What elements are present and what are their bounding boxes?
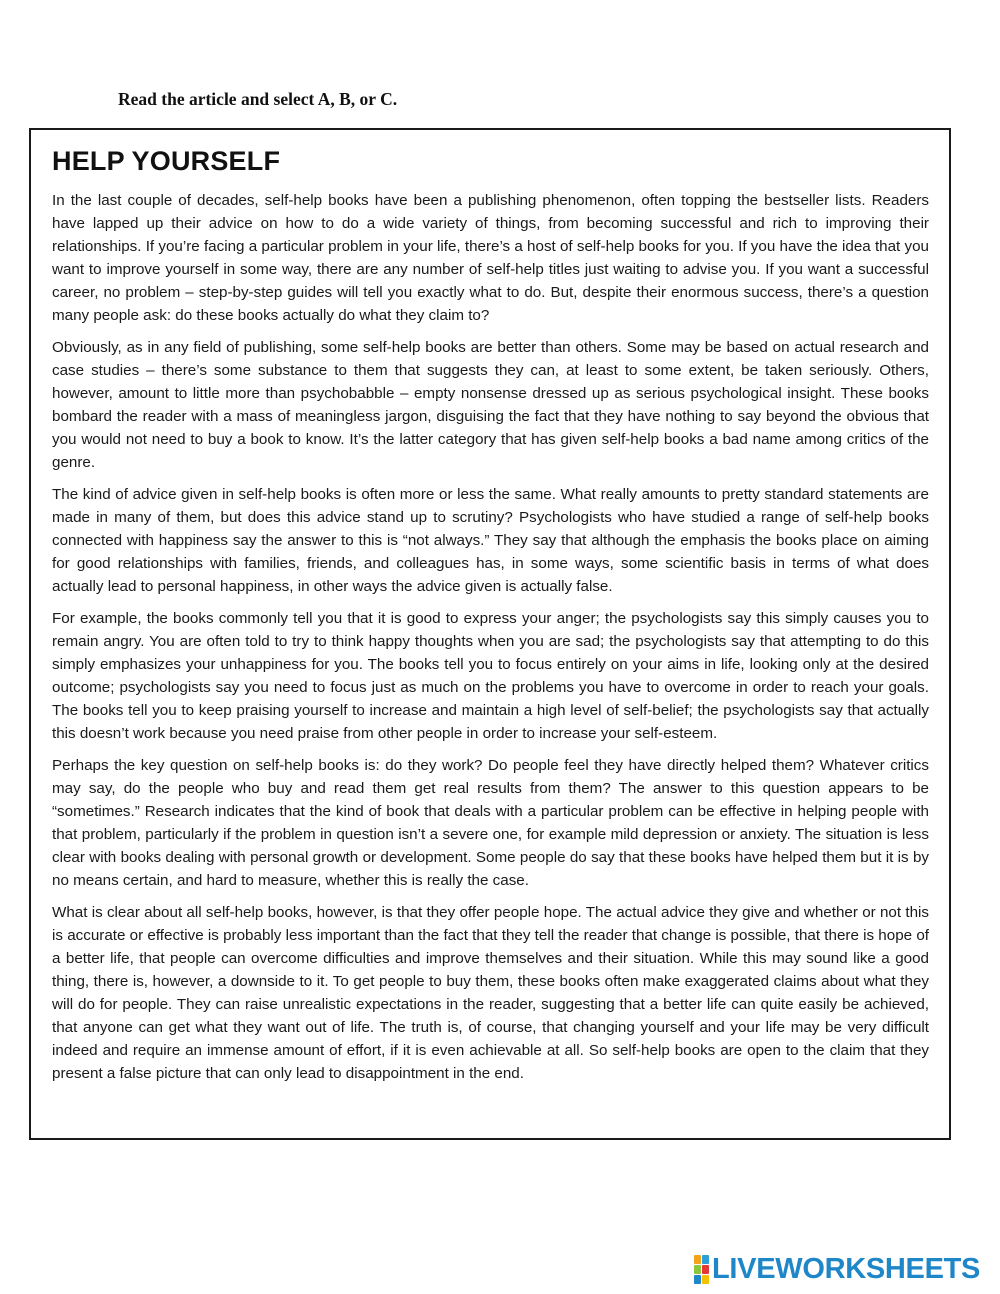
- logo-square: [702, 1275, 709, 1284]
- logo-square: [694, 1265, 701, 1274]
- logo-square: [702, 1265, 709, 1274]
- instruction-text: Read the article and select A, B, or C.: [118, 89, 398, 109]
- logo-square: [702, 1255, 709, 1264]
- article-paragraph: Obviously, as in any field of publishing, some self-help books are better than others. Some may be based on actual research and case studies – there’s some substance to them that suggests they can, at least to some extent, be taken seriously. Others, however, amount to little more than psychobabble – empty nonsense dressed up as serious psychological insight. These books bombard the reader with a mass of meaningless jargon, disguising the fact that they have nothing to say beyond the obvious that you would not need to buy a book to know. It’s the latter category that has given self-help books a bad name among critics of the genre.: [52, 339, 929, 471]
- article-paragraph: The kind of advice given in self-help books is often more or less the same. What really amounts to pretty standard statements are made in many of them, but does this advice stand up to scrutiny? Psychologists who have studied a range of self-help books connected with happiness say the answer to this is “not always.” They say that although the emphasis the books place on aiming for good relationships with families, friends, and colleagues has, in some ways, some scientific basis in terms of what does actually lead to personal happiness, in other ways the advice given is actually false.: [52, 486, 929, 595]
- logo-square: [694, 1275, 701, 1284]
- article-paragraph: What is clear about all self-help books, however, is that they offer people hope. The actual advice they give and whether or not this is accurate or effective is probably less important than the fact that they tell the reader that change is possible, that there is hope of a better life, that people can overcome difficulties and improve themselves and their situation. While this may sound like a good thing, there is, however, a downside to it. To get people to buy them, these books often make exaggerated claims about what they will do for people. They can raise unrealistic expectations in the reader, suggesting that a better life can quite easily be achieved, that anyone can get what they want out of life. The truth is, of course, that changing yourself and your life may be very difficult indeed and require an immense amount of effort, if it is even achievable at all. So self-help books are open to the claim that they present a false picture that can only lead to disappointment in the end.: [52, 904, 929, 1082]
- logo-text: LIVEWORKSHEETS: [712, 1253, 981, 1285]
- article-title: HELP YOURSELF: [52, 146, 281, 176]
- article-paragraph: In the last couple of decades, self-help books have been a publishing phenomenon, often topping the bestseller lists. Readers have lapped up their advice on how to do a wide variety of things, from becoming successful and rich to improving their relationships. If you’re facing a particular problem in your life, there’s a host of self-help books for you. If you have the idea that you want to improve yourself in some way, there are any number of self-help titles just waiting to advise you. If you want a successful career, no problem – step-by-step guides will tell you exactly what to do. But, despite their enormous success, there’s a question many people ask: do these books actually do what they claim to?: [52, 192, 929, 324]
- article-box: [29, 128, 951, 1140]
- article-paragraph: For example, the books commonly tell you that it is good to express your anger; the psychologists say this simply causes you to remain angry. You are often told to try to think happy thoughts when you are sad; the psychologists say that attempting to do this simply emphasizes your unhappiness for you. The books tell you to focus entirely on your aims in life, looking only at the desired outcome; psychologists say you need to focus just as much on the problems you have to overcome in order to reach your goals. The books tell you to keep praising yourself to increase and maintain a high level of self-belief; the psychologists say that actually this doesn’t work because you need praise from other people in order to increase your self-esteem.: [52, 610, 929, 742]
- liveworksheets-logo-icon: [693, 1254, 709, 1284]
- logo-square: [694, 1255, 701, 1264]
- liveworksheets-logo[interactable]: [693, 1251, 980, 1287]
- article-paragraph: Perhaps the key question on self-help books is: do they work? Do people feel they have directly helped them? Whatever critics may say, do the people who buy and read them get real results from them? The answer to this question appears to be “sometimes.” Research indicates that the kind of book that deals with a particular problem can be effective in helping people with that problem, particularly if the problem in question isn’t a severe one, for example mild depression or anxiety. The situation is less clear with books dealing with personal growth or development. Some people do say that these books have helped them but it is by no means certain, and hard to measure, whether this is really the case.: [52, 757, 929, 889]
